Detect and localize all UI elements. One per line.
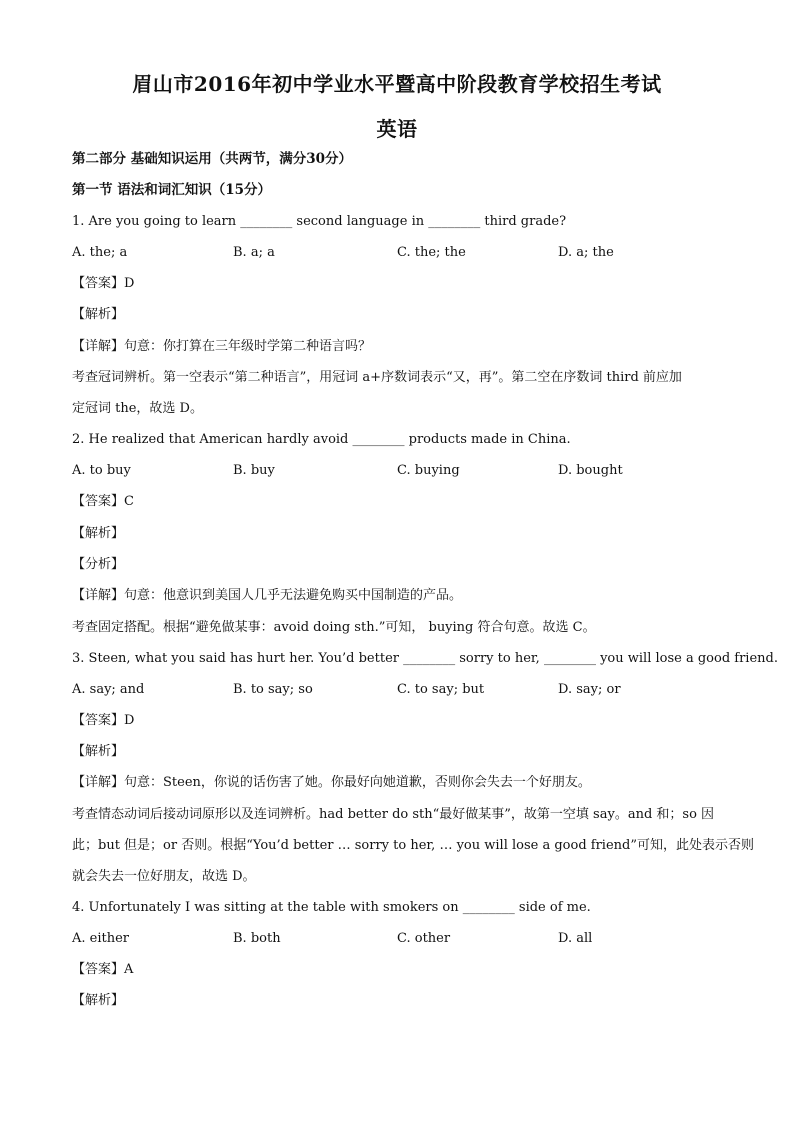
option-b: B. to say; so: [233, 682, 313, 697]
answer-value: D: [124, 713, 135, 728]
detail-line: 【详解】句意：Steen，你说的话伤害了她。你最好向她道歉，否则你会失去一个好朋友。: [72, 775, 591, 790]
option-row: [72, 461, 732, 481]
question-stem: 2. He realized that American hardly avoid ________ products made in China.: [72, 432, 571, 447]
option-row: [72, 680, 732, 700]
answer-value: D: [124, 276, 135, 291]
answer-line: [72, 960, 732, 980]
answer-label: 【答案】: [72, 962, 125, 977]
analysis-label: 【解析】: [72, 526, 125, 541]
part-heading: 第二部分 基础知识运用（共两节，满分30分）: [72, 151, 352, 167]
exam-title: 眉山市2016年初中学业水平暨高中阶段教育学校招生考试: [132, 72, 662, 96]
option-a: A. either: [72, 931, 130, 946]
option-d: D. all: [558, 931, 593, 946]
question-stem: 4. Unfortunately I was sitting at the table with smokers on ________ side of me.: [72, 900, 591, 915]
question-stem: 3. Steen, what you said has hurt her. You’d better ________ sorry to her, ________ you will lose a good friend.: [72, 651, 778, 666]
option-b: B. both: [233, 931, 281, 946]
option-d: D. say; or: [558, 682, 621, 697]
exam-subject: 英语: [376, 117, 418, 141]
answer-label: 【答案】: [72, 494, 125, 509]
answer-value: C: [124, 494, 134, 509]
option-d: D. a; the: [558, 245, 614, 260]
option-a: A. say; and: [72, 682, 145, 697]
option-d: D. bought: [558, 463, 623, 478]
option-c: C. other: [397, 931, 451, 946]
detail-line: 【详解】句意：你打算在三年级时学第二种语言吗？: [72, 339, 372, 354]
answer-line: [72, 711, 732, 731]
option-b: B. buy: [233, 463, 275, 478]
explanation-line: 考查固定搭配。根据“避免做某事：avoid doing sth.”可知， buying 符合句意。故选 C。: [72, 620, 596, 635]
option-a: A. the; a: [72, 245, 128, 260]
explanation-line: 考查情态动词后接动词原形以及连词辨析。had better do sth“最好做某事”，故第一空填 say。and 和；so 因: [72, 807, 715, 822]
analysis-label: 【解析】: [72, 993, 125, 1008]
explanation-line: 定冠词 the，故选 D。: [72, 401, 203, 416]
answer-label: 【答案】: [72, 276, 125, 291]
option-c: C. to say; but: [397, 682, 485, 697]
fenxi-label: 【分析】: [72, 557, 125, 572]
answer-label: 【答案】: [72, 713, 125, 728]
option-c: C. the; the: [397, 245, 466, 260]
explanation-line: 就会失去一位好朋友，故选 D。: [72, 869, 256, 884]
explanation-line: 此；but 但是；or 否则。根据“You’d better … sorry to her, … you will lose a good friend”可知，此处表示否则: [72, 838, 754, 853]
option-a: A. to buy: [72, 463, 131, 478]
answer-line: [72, 492, 732, 512]
detail-line: 【详解】句意：他意识到美国人几乎无法避免购买中国制造的产品。: [72, 588, 463, 603]
explanation-line: 考查冠词辨析。第一空表示“第二种语言”，用冠词 a+序数词表示“又，再”。第二空在序数词 third 前应加: [72, 370, 682, 385]
answer-line: [72, 274, 732, 294]
option-row: [72, 243, 732, 263]
option-row: [72, 929, 732, 949]
option-c: C. buying: [397, 463, 460, 478]
question-stem: 1. Are you going to learn ________ second language in ________ third grade?: [72, 214, 567, 229]
section-heading: 第一节 语法和词汇知识（15分）: [72, 182, 271, 198]
answer-value: A: [124, 962, 134, 977]
analysis-label: 【解析】: [72, 744, 125, 759]
option-b: B. a; a: [233, 245, 275, 260]
analysis-label: 【解析】: [72, 307, 125, 322]
